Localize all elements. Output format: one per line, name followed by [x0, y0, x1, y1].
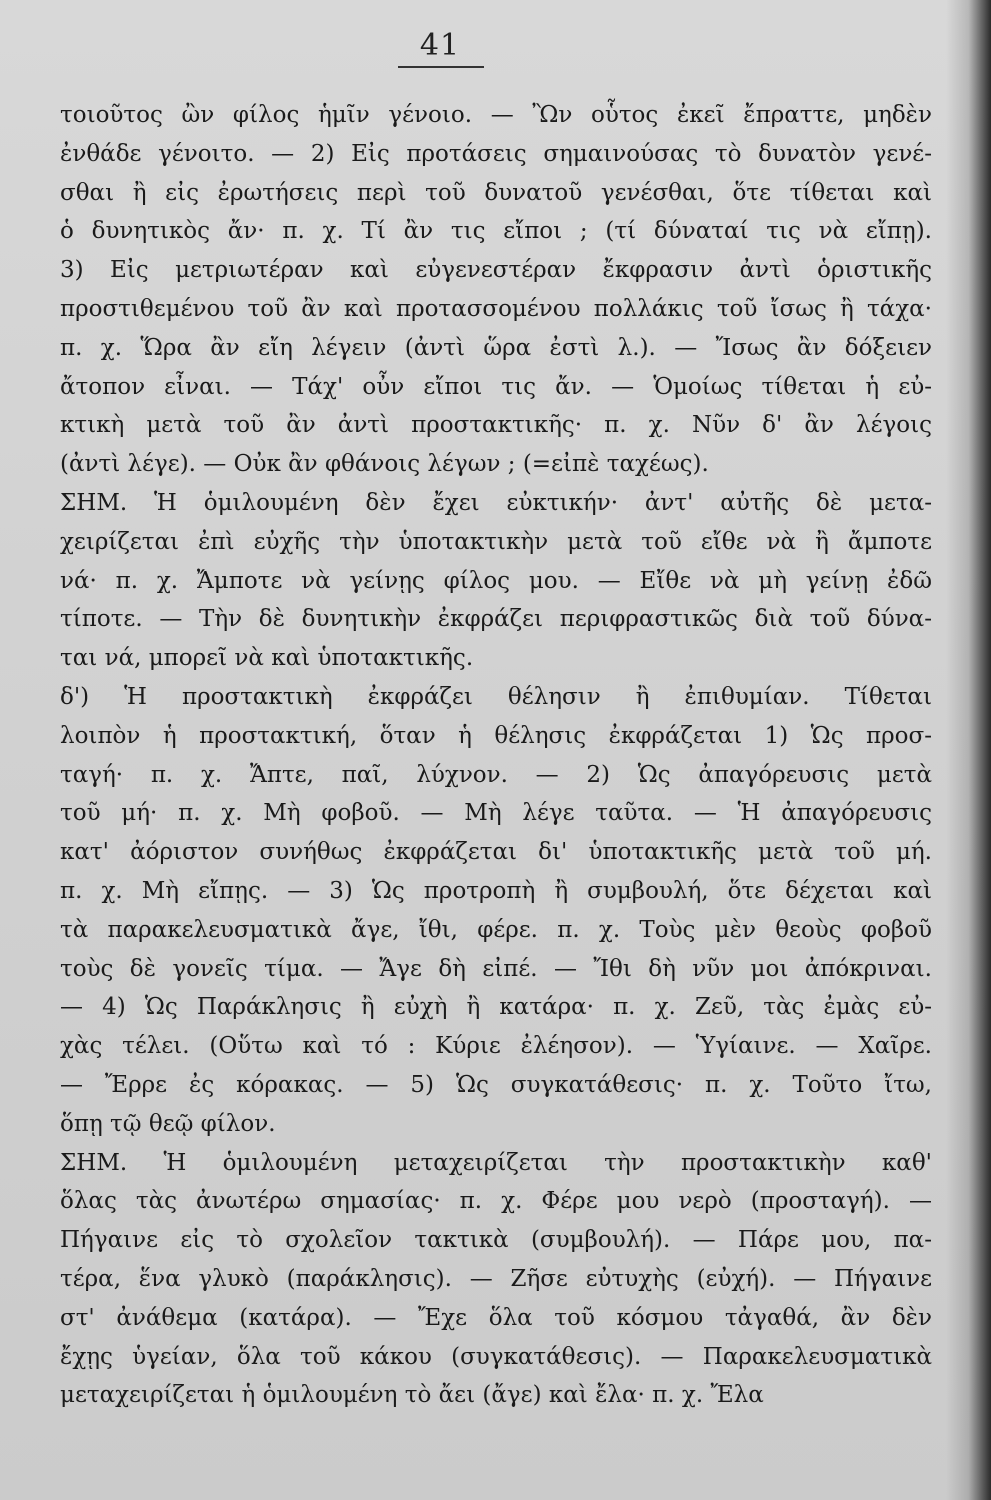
text-line: στ' ἀνάθεμα (κατάρα). — Ἔχε ὅλα τοῦ κόσμου τἀγαθά, ἂν δὲν — [60, 1304, 932, 1331]
body-text — [60, 96, 932, 1415]
text-line: (ἀντὶ λέγε). — Οὐκ ἂν φθάνοις λέγων ; (=εἰπὲ ταχέως). — [60, 451, 709, 478]
text-line: π. χ. Μὴ εἴπῃς. — 3) Ὡς προτροπὴ ἢ συμβουλή, ὅτε δέχεται καὶ — [60, 877, 932, 904]
text-line: νά· π. χ. Ἄμποτε νὰ γείνῃς φίλος μου. — Εἴθε νὰ μὴ γείνῃ ἐδῶ — [60, 567, 932, 594]
text-line: ΣΗΜ. Ἡ ὁμιλουμένη δὲν ἔχει εὐκτικήν· ἀντ' αὐτῆς δὲ μετα- — [60, 489, 932, 516]
text-line: π. χ. Ὥρα ἂν εἴη λέγειν (ἀντὶ ὥρα ἐστὶ λ.). — Ἴσως ἂν δόξειεν — [60, 334, 932, 361]
text-line: μεταχειρίζεται ἡ ὁμιλουμένη τὸ ἄει (ἄγε) καὶ ἔλα· π. χ. Ἔλα — [60, 1382, 764, 1409]
page-number: 41 — [419, 28, 461, 63]
text-line: ἔχῃς ὑγείαν, ὅλα τοῦ κάκου (συγκατάθεσις). — Παρακελευσματικὰ — [60, 1343, 932, 1370]
text-line: προστιθεμένου τοῦ ἂν καὶ προτασσομένου πολλάκις τοῦ ἴσως ἢ τάχα· — [60, 295, 932, 322]
text-line: δ') Ἡ προστακτικὴ ἐκφράζει θέλησιν ἢ ἐπιθυμίαν. Τίθεται — [60, 683, 932, 710]
text-line: χειρίζεται ἐπὶ εὐχῆς τὴν ὑποτακτικὴν μετὰ τοῦ εἴθε νὰ ἢ ἄμποτε — [60, 528, 932, 555]
text-line: τέρα, ἕνα γλυκὸ (παράκλησις). — Ζῆσε εὐτυχὴς (εὐχή). — Πήγαινε — [60, 1265, 932, 1292]
text-line: λοιπὸν ἡ προστακτική, ὅταν ἡ θέλησις ἐκφράζεται 1) Ὡς προσ- — [60, 722, 932, 749]
text-line: τοιοῦτος ὢν φίλος ἡμῖν γένοιο. — Ὢν οὗτος ἐκεῖ ἔπραττε, μηδὲν — [60, 102, 932, 128]
text-line: τοὺς δὲ γονεῖς τίμα. — Ἄγε δὴ εἰπέ. — Ἴθι δὴ νῦν μοι ἀπόκριναι. — [60, 955, 932, 982]
page-number-rule — [398, 66, 484, 68]
text-line: 3) Εἰς μετριωτέραν καὶ εὐγενεστέραν ἔκφρασιν ἀντὶ ὁριστικῆς — [60, 257, 932, 284]
text-line: ται νά, μπορεῖ νὰ καὶ ὑποτακτικῆς. — [60, 645, 474, 672]
text-line: ὁ δυνητικὸς ἄν· π. χ. Τί ἂν τις εἴποι ; (τί δύναταί τις νὰ εἴπῃ). — [60, 218, 932, 245]
text-line: — Ἔρρε ἐς κόρακας. — 5) Ὡς συγκατάθεσις· π. χ. Τοῦτο ἴτω, — [60, 1071, 932, 1098]
page-edge-shadow — [946, 0, 991, 1500]
text-line: ΣΗΜ. Ἡ ὁμιλουμένη μεταχειρίζεται τὴν προστακτικὴν καθ' — [60, 1149, 932, 1176]
text-line: ἐνθάδε γένοιτο. — 2) Εἰς προτάσεις σημαινούσας τὸ δυνατὸν γενέ- — [60, 140, 932, 167]
text-line: κατ' ἀόριστον συνήθως ἐκφράζεται δι' ὑποτακτικῆς μετὰ τοῦ μή. — [60, 839, 932, 866]
text-line: ὅλας τὰς ἀνωτέρω σημασίας· π. χ. Φέρε μου νερὸ (προσταγή). — — [60, 1188, 932, 1215]
text-line: χὰς τέλει. (Οὕτω καὶ τό : Κύριε ἐλέησον). — Ὑγίαινε. — Χαῖρε. — [60, 1033, 932, 1060]
text-line: ἄτοπον εἶναι. — Τάχ' οὖν εἴποι τις ἄν. — Ὁμοίως τίθεται ἡ εὐ- — [60, 373, 932, 400]
text-line: Πήγαινε εἰς τὸ σχολεῖον τακτικὰ (συμβουλή). — Πάρε μου, πα- — [60, 1227, 932, 1254]
text-line: — 4) Ὡς Παράκλησις ἢ εὐχὴ ἢ κατάρα· π. χ. Ζεῦ, τὰς ἐμὰς εὐ- — [60, 994, 932, 1021]
text-line: τὰ παρακελευσματικὰ ἄγε, ἴθι, φέρε. π. χ. Τοὺς μὲν θεοὺς φοβοῦ — [60, 916, 932, 943]
text-line: κτικὴ μετὰ τοῦ ἂν ἀντὶ προστακτικῆς· π. χ. Νῦν δ' ἂν λέγοις — [60, 412, 932, 439]
text-line: ταγή· π. χ. Ἄπτε, παῖ, λύχνον. — 2) Ὡς ἀπαγόρευσις μετὰ — [60, 761, 932, 788]
text-line: τίποτε. — Τὴν δὲ δυνητικὴν ἐκφράζει περιφραστικῶς διὰ τοῦ δύνα- — [60, 606, 932, 633]
text-line: ὅπῃ τῷ θεῷ φίλον. — [60, 1110, 276, 1137]
text-line: τοῦ μή· π. χ. Μὴ φοβοῦ. — Μὴ λέγε ταῦτα. — Ἡ ἀπαγόρευσις — [60, 800, 932, 827]
text-line: σθαι ἢ εἰς ἐρωτήσεις περὶ τοῦ δυνατοῦ γενέσθαι, ὅτε τίθεται καὶ — [60, 179, 932, 206]
